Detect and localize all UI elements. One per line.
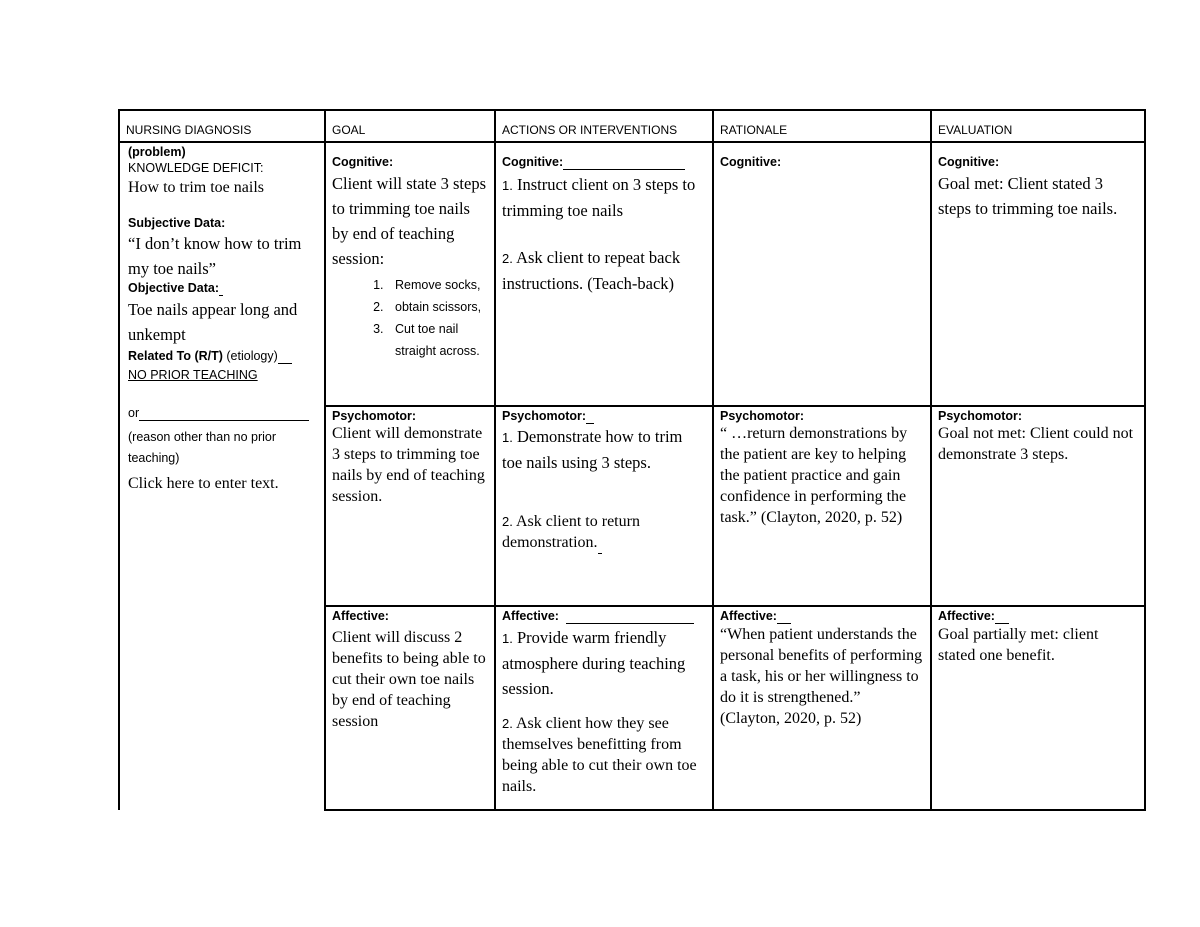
knowledge-deficit-label: KNOWLEDGE DEFICIT: [128, 161, 264, 175]
goal-step: 3. Cut toe nail straight across. [387, 318, 488, 362]
actions-cognitive-cell [494, 141, 714, 407]
action-number: 2. [502, 716, 513, 731]
rationale-psychomotor-text: “ …return demonstrations by the patient are key to helping the patient practice and gain confidence in performing the task.” (Clayton, 2020, p. 52) [720, 425, 908, 526]
or-line [128, 406, 318, 421]
header-text: EVALUATION [938, 123, 1013, 137]
label-underline [566, 609, 694, 624]
evaluation-psychomotor-text: Goal not met: Client could not demonstrate 3 steps. [938, 425, 1134, 463]
click-here-placeholder[interactable]: Click here to enter text. [128, 475, 279, 492]
objective-data-value: Toe nails appear long and unkempt [128, 300, 298, 344]
actions-affective-cell [494, 605, 714, 811]
goal-psychomotor-cell [324, 405, 496, 607]
goal-psychomotor-label: Psychomotor: [332, 409, 417, 423]
actions-psychomotor-cell [494, 405, 714, 607]
header-evaluation [930, 109, 1146, 143]
goal-psychomotor-text: Client will demonstrate 3 steps to trimming toe nails by end of teaching session. [332, 425, 485, 505]
action-number: 2. [502, 251, 513, 266]
evaluation-cognitive-label: Cognitive: [938, 155, 1000, 169]
header-text: NURSING DIAGNOSIS [126, 123, 252, 137]
objective-data-label [128, 281, 318, 296]
action-item [502, 424, 706, 475]
actions-affective-label [502, 609, 706, 624]
action-text: Ask client how they see themselves benefitting from being able to cut their own toe nails. [502, 715, 697, 795]
header-text: ACTIONS OR INTERVENTIONS [502, 123, 678, 137]
rationale-affective-cell [712, 605, 932, 811]
subjective-data-label: Subjective Data: [128, 216, 226, 230]
action-item [502, 713, 706, 797]
label-underline [563, 155, 685, 170]
goal-affective-label: Affective: [332, 609, 389, 623]
action-item [502, 625, 706, 701]
rationale-cognitive-cell [712, 141, 932, 407]
header-text: GOAL [332, 123, 366, 137]
or-underline [139, 406, 309, 421]
objective-underline [219, 281, 223, 296]
label-text: Cognitive: [502, 155, 564, 169]
action-text: Ask client to return demonstration. [502, 513, 640, 551]
action-number: 1. [502, 178, 513, 193]
rationale-affective-label [720, 609, 924, 624]
goal-cognitive-cell [324, 141, 496, 407]
action-item [502, 511, 706, 554]
label-text: Affective: [502, 609, 559, 623]
goal-step: 2. obtain scissors, [387, 296, 488, 318]
header-nursing-diagnosis [118, 109, 326, 143]
action-number: 1. [502, 631, 513, 646]
label-underline [777, 609, 791, 624]
header-rationale [712, 109, 932, 143]
evaluation-affective-text: Goal partially met: client stated one benefit. [938, 626, 1099, 664]
action-text: Ask client to repeat back instructions. (Teach-back) [502, 248, 681, 293]
reason-other: (reason other than no prior teaching) [128, 430, 277, 465]
label-text: Psychomotor: [502, 409, 587, 423]
objective-label-text: Objective Data: [128, 281, 220, 295]
related-to-line [128, 349, 318, 364]
header-text: RATIONALE [720, 123, 788, 137]
rationale-psychomotor-cell [712, 405, 932, 607]
goal-cognitive-text: Client will state 3 steps to trimming toe nails by end of teaching session: [332, 174, 486, 268]
evaluation-affective-cell [930, 605, 1146, 811]
action-text: Demonstrate how to trim toe nails using 3 steps. [502, 427, 683, 472]
label-underline [586, 409, 594, 424]
evaluation-psychomotor-cell [930, 405, 1146, 607]
label-text: Affective: [938, 609, 995, 623]
or-label: or [128, 406, 140, 420]
evaluation-cognitive-text: Goal met: Client stated 3 steps to trimming toe nails. [938, 174, 1118, 218]
actions-psychomotor-label [502, 409, 706, 424]
goal-cognitive-steps [332, 274, 488, 362]
related-underline [278, 349, 292, 364]
rationale-cognitive-label: Cognitive: [720, 155, 782, 169]
goal-affective-cell [324, 605, 496, 811]
label-text: Affective: [720, 609, 777, 623]
goal-step: 1. Remove socks, [387, 274, 488, 296]
related-to-label: Related To (R/T) [128, 349, 223, 363]
action-text: Provide warm friendly atmosphere during teaching session. [502, 628, 686, 698]
goal-cognitive-label: Cognitive: [332, 155, 394, 169]
action-number: 2. [502, 514, 513, 529]
action-underline [598, 532, 602, 554]
rationale-affective-text: “When patient understands the personal benefits of performing a task, his or her willingness to do it is strengthened.” (Clayton, 2020, p. 52) [720, 626, 923, 727]
goal-affective-text: Client will discuss 2 benefits to being able to cut their own toe nails by end of teaching session [332, 629, 486, 730]
evaluation-cognitive-cell [930, 141, 1146, 407]
actions-cognitive-label [502, 155, 706, 170]
problem-label: (problem) [128, 145, 186, 159]
evaluation-psychomotor-label: Psychomotor: [938, 409, 1023, 423]
no-prior-teaching: NO PRIOR TEACHING [128, 368, 258, 382]
action-item [502, 172, 706, 223]
knowledge-deficit-value: How to trim toe nails [128, 179, 264, 196]
rationale-psychomotor-label: Psychomotor: [720, 409, 805, 423]
header-actions [494, 109, 714, 143]
subjective-data-value: “I don’t know how to trim my toe nails” [128, 234, 302, 278]
nursing-diagnosis-cell [120, 141, 324, 541]
action-item [502, 245, 706, 296]
related-etiology: (etiology) [226, 349, 278, 363]
action-text: Instruct client on 3 steps to trimming toe nails [502, 175, 696, 220]
action-number: 1. [502, 430, 513, 445]
header-goal [324, 109, 496, 143]
evaluation-affective-label [938, 609, 1138, 624]
label-underline [995, 609, 1009, 624]
